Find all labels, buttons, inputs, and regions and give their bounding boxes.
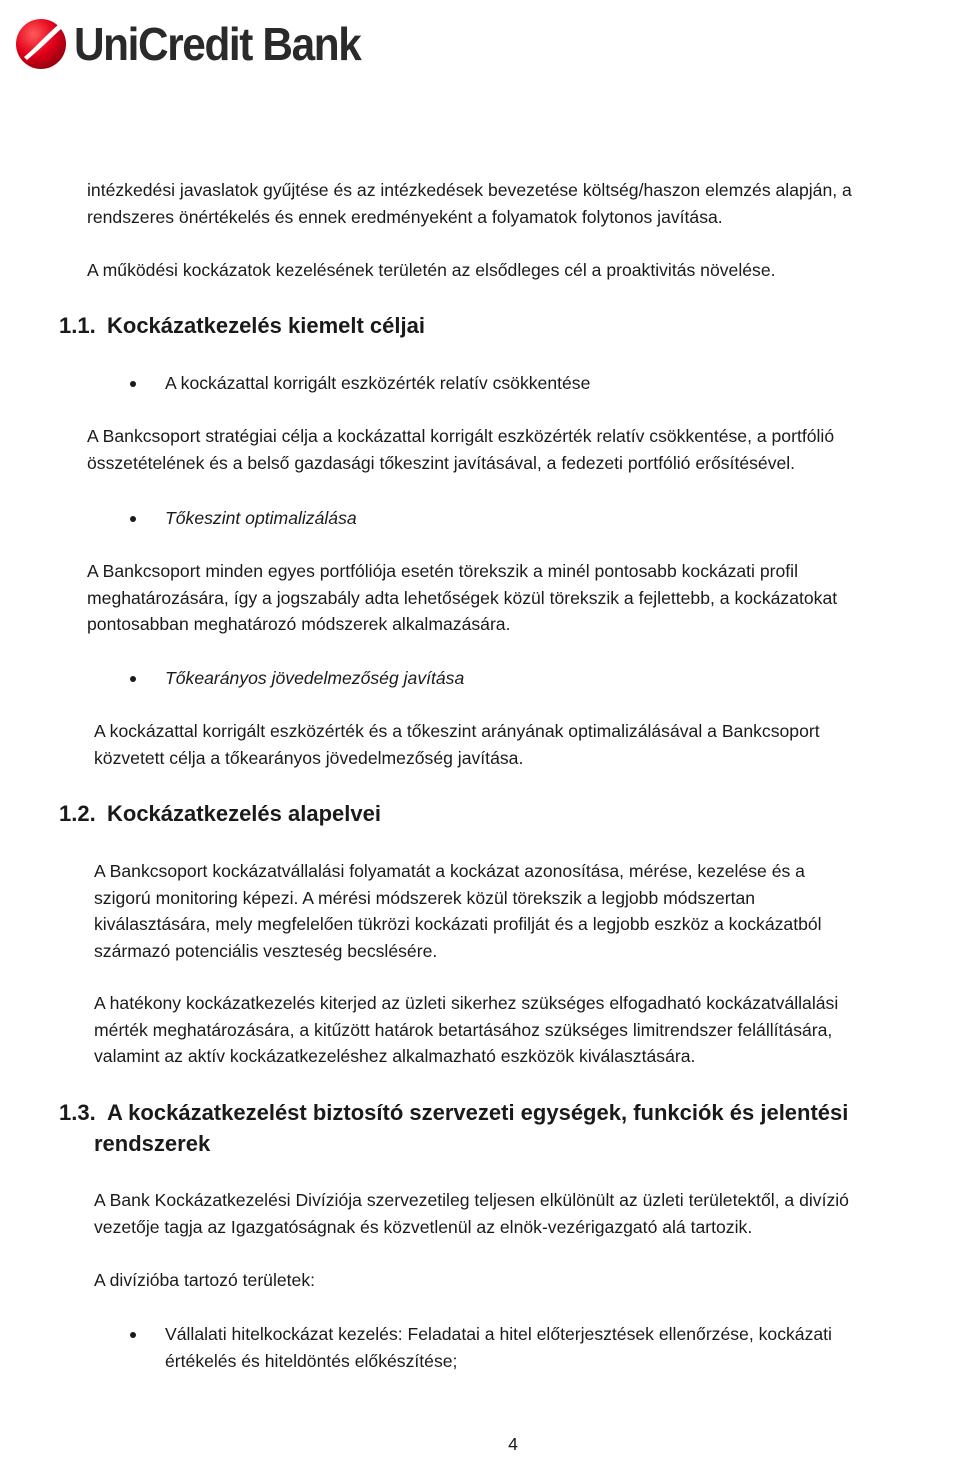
section-title: Kockázatkezelés alapelvei bbox=[107, 801, 381, 826]
paragraph-line: vezetője tagja az Igazgatóságnak és közvetlenül az elnök-vezérigazgató alá tartozik. bbox=[94, 1216, 753, 1237]
paragraph-line: intézkedési javaslatok gyűjtése és az intézkedések bevezetése költség/haszon elemzés alapján, a bbox=[87, 180, 852, 200]
paragraph-line: származó potenciális veszteség becslésére. bbox=[94, 940, 438, 961]
section-heading-1-3 bbox=[59, 1097, 848, 1159]
bullet-icon bbox=[130, 676, 136, 682]
paragraph-8 bbox=[94, 1187, 849, 1240]
bullet-text bbox=[165, 1321, 832, 1374]
paragraph-line: A Bankcsoport minden egyes portfóliója esetén törekszik a minél pontosabb kockázati profil bbox=[87, 561, 798, 581]
brand-name: UniCredit Bank bbox=[74, 18, 361, 70]
paragraph-9 bbox=[94, 1267, 315, 1294]
section-number: 1.3. bbox=[59, 1100, 96, 1125]
bullet-text-line: Vállalati hitelkockázat kezelés: Feladatai a hitel előterjesztések ellenőrzése, kockázati bbox=[165, 1324, 832, 1344]
paragraph-line: rendszeres önértékelés és ennek eredményeként a folyamatok folytonos javítása. bbox=[87, 206, 723, 227]
paragraph-line: meghatározására, így a jogszabály adta lehetőségek közül törekszik a fejlettebb, a kockázatokat bbox=[87, 587, 838, 608]
paragraph-line: A Bankcsoport kockázatvállalási folyamatát a kockázat azonosítása, mérése, kezelése és a bbox=[94, 861, 805, 881]
paragraph-line: mérték meghatározására, a kitűzött határok betartásához szükséges limitrendszer felállítására, bbox=[94, 1019, 833, 1040]
bullet-icon bbox=[130, 516, 136, 522]
bullet-icon bbox=[130, 381, 136, 387]
unicredit-logo bbox=[14, 14, 385, 74]
paragraph-line: A Bank Kockázatkezelési Divíziója szervezetileg teljesen elkülönült az üzleti területektől, a divízió bbox=[94, 1190, 849, 1210]
bullet-text-line: értékelés és hiteldöntés előkészítése; bbox=[165, 1350, 458, 1371]
paragraph-7 bbox=[94, 990, 838, 1070]
paragraph-line: A hatékony kockázatkezelés kiterjed az üzleti sikerhez szükséges elfogadható kockázatvállalási bbox=[94, 993, 839, 1013]
paragraph-line: A divízióba tartozó területek: bbox=[94, 1270, 316, 1290]
paragraph-1 bbox=[87, 177, 852, 230]
paragraph-5 bbox=[94, 718, 820, 771]
paragraph-line: A működési kockázatok kezelésének területén az elsődleges cél a proaktivitás növelése. bbox=[87, 260, 776, 280]
paragraph-line: valamint az aktív kockázatkezeléshez alkalmazható eszközök kiválasztására. bbox=[94, 1046, 696, 1066]
paragraph-2 bbox=[87, 257, 776, 284]
section-number: 1.2. bbox=[59, 801, 96, 826]
section-title: Kockázatkezelés kiemelt céljai bbox=[107, 313, 425, 338]
bullet-text: Tőkeszint optimalizálása bbox=[165, 508, 357, 528]
section-heading-1-1 bbox=[59, 310, 425, 341]
paragraph-line: A Bankcsoport stratégiai célja a kockázattal korrigált eszközérték relatív csökkentése, a portfólió bbox=[87, 426, 835, 446]
section-title: A kockázatkezelést biztosító szervezeti egységek, funkciók és jelentési bbox=[107, 1100, 849, 1125]
paragraph-line: összetételének és a belső gazdasági tőkeszint javításával, a fedezeti portfólió erősítésével. bbox=[87, 452, 796, 473]
paragraph-line: A kockázattal korrigált eszközérték és a tőkeszint arányának optimalizálásával a Bankcsoport bbox=[94, 721, 820, 741]
bullet-icon bbox=[130, 1332, 136, 1338]
page-number: 4 bbox=[508, 1434, 518, 1454]
paragraph-3 bbox=[87, 423, 834, 476]
unicredit-ball-icon bbox=[14, 17, 68, 71]
paragraph-line: pontosabban meghatározó módszerek alkalmazására. bbox=[87, 614, 511, 634]
paragraph-line: kiválasztására, mely megfelelően tükrözi kockázati profilját és a legjobb eszköz a kockázatból bbox=[94, 914, 822, 934]
section-number: 1.1. bbox=[59, 313, 96, 338]
bullet-text: Tőkearányos jövedelmezőség javítása bbox=[165, 668, 465, 688]
bullet-text: A kockázattal korrigált eszközérték relatív csökkentése bbox=[165, 373, 591, 393]
section-heading-1-2 bbox=[59, 798, 381, 829]
paragraph-line: közvetett célja a tőkearányos jövedelmezőség javítása. bbox=[94, 747, 524, 768]
paragraph-4 bbox=[87, 558, 837, 638]
section-title-continued: rendszerek bbox=[94, 1131, 211, 1156]
paragraph-6 bbox=[94, 858, 822, 964]
paragraph-line: szigorú monitoring képezi. A mérési módszerek közül törekszik a legjobb módszertan bbox=[94, 887, 756, 908]
